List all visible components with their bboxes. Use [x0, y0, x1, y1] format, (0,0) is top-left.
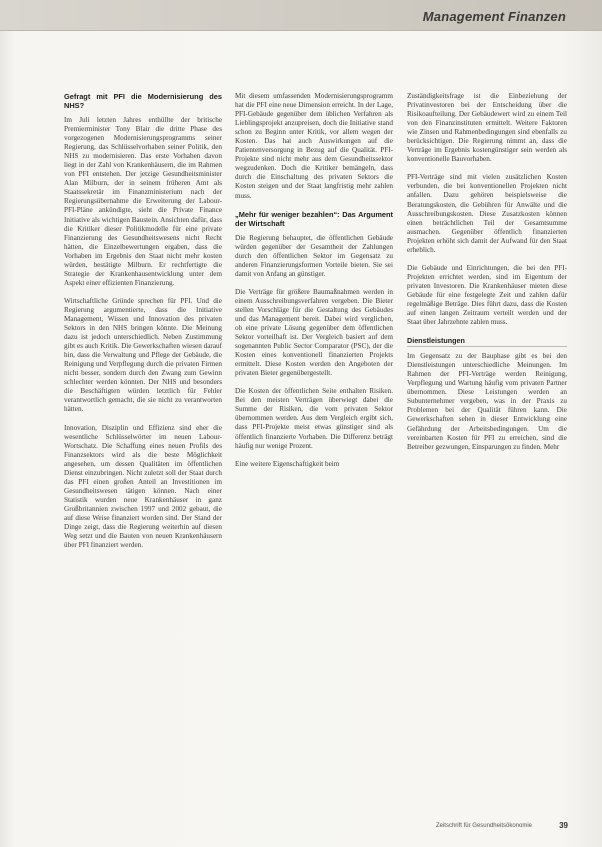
paragraph: Die Kosten der öffentlichen Seite enthalten Risiken. Bei den meisten Verträgen überwiegt dabei die Summe der Risiken, die vom privaten Sektor übernommen werden. Aus dem Vergleich ergibt sich, dass PFI-Projekte meist etwas günstiger sind als öffentlich finanzierte Vorhaben. Die Differenz beträgt häufig nur wenige Prozent. — [235, 387, 393, 450]
paragraph: PFI-Verträge sind mit vielen zusätzlichen Kosten verbunden, die bei konventionellen Projekten nicht anfallen. Dazu gehören beispielsweise die Beratungskosten, die Gebühren für Anwälte und die Ausschreibungskosten. Diese Zusatzkosten können einen beträchtlichen Teil der Gesamtsumme ausmachen. Gegenüber öffentlich finanzierten Projekten erhöht sich damit der Aufwand für den Staat erheblich. — [407, 173, 567, 254]
journal-footer: Zeitschrift für Gesundheitsökonomie — [435, 823, 532, 829]
header-band — [0, 0, 602, 31]
column-1 — [64, 92, 222, 559]
subheading: „Mehr für weniger bezahlen“: Das Argument der Wirtschaft — [235, 209, 393, 228]
paragraph: Zuständigkeitsfrage ist die Einbeziehung der Privatinvestoren bei der Entscheidung über die Risikoaufteilung. Der Gebäudewert wird zu einem Teil von den Finanzinstituten ermittelt. Weitere Faktoren wie Zinsen und Rahmenbedingungen sind ebenfalls zu berücksichtigen. Die Regierung nimmt an, dass die Verträge im Ergebnis kostengünstiger sein werden als konventionelle Bauvorhaben. — [407, 92, 567, 164]
paragraph: Die Regierung behauptet, die öffentlichen Gebäude würden gegenüber der Gesamtheit der Zahlungen durch den öffentlichen Sektor im Gegensatz zu anderen Finanzierungsformen Vorteile bieten. Sie sei damit von Anfang an günstiger. — [235, 233, 393, 278]
paragraph: Wirtschaftliche Gründe sprechen für PFI. Und die Regierung argumentierte, dass die Initiative Management, Wissen und Innovation des privaten Sektors in den NHS bringen könnte. Die Meinung dazu ist jedoch unterschiedlich. Neben Zustimmung gibt es auch Kritik. Die Gewerkschaften wiesen darauf hin, dass die Verwaltung und Pflege der Gebäude, die Reinigung und Verpflegung durch die privaten Firmen nicht besser, sondern durch den Zwang zum Gewinn schlechter werden könnten. Der NHS und besonders die Beschäftigten würden letztlich für Fehler verantwortlich gemacht, die sie nicht zu verantworten hätten. — [64, 296, 222, 414]
paragraph: Mit diesem umfassenden Modernisierungsprogramm hat die PFI eine neue Dimension erreicht. In der Lage, PFI-Gebäude gegenüber dem üblichen Verfahren als Lieblingsprojekt anzupreisen, doch die Initiative stand schon zu Beginn unter Kritik, vor allem wegen der Kosten. Das hat auch Auswirkungen auf die Patientenversorgung in Bezug auf die Qualität. PFI-Projekte sind nicht mehr aus dem Gesundheitssektor wegzudenken. Doch die Kritiker bemängeln, dass durch die Einschaltung des privaten Sektors die Kosten steigen und der Staat langfristig mehr zahlen muss. — [235, 92, 393, 200]
column-3 — [407, 92, 567, 461]
section-title: Management Finanzen — [422, 9, 566, 24]
column-2 — [235, 92, 393, 478]
paragraph: Im Juli letzten Jahres enthüllte der britische Premierminister Tony Blair die dritte Phase des vorgezogenen Modernisierungsprogramms seiner Regierung, das Schlüsselvorhaben seiner Politik, den NHS zu modernisieren. Das erste Vorhaben davon liegt in der Zahl von Krankenhäusern, die im Rahmen von PFI entstehen. Der jetzige Gesundheitsminister Alan Milburn, der in seinem früheren Amt als Staatssekretär im Finanzministerium nach der Regierungsübernahme die Erweiterung der Labour-PFI-Pläne ankündigte, sieht die Private Finance Initiative als wichtigen Baustein. Ansichten dafür, dass die Kritiker dieser Politikmodelle für eine private Finanzierung des Gesundheitswesens nicht Recht hätten, die Einzelbewertungen ergaben, dass die Vorhaben im Ergebnis den Staat nicht mehr kosten würden, bestätigte Milburn. Er rechtfertigte die Strategie der Krankenhausentwicklung unter dem Aspekt einer effizienten Finanzierung. — [64, 116, 222, 287]
article-heading: Gefragt mit PFI die Modernisierung des NHS? — [64, 92, 222, 110]
subheading: Dienstleistungen — [407, 336, 567, 347]
paragraph: Im Gegensatz zu der Bauphase gibt es bei den Dienstleistungen unterschiedliche Meinungen. Im Rahmen der PFI-Verträge werden Reinigung, Verpflegung und Wartung häufig vom privaten Partner übernommen. Diese Leistungen werden an Subunternehmer vergeben, was in der Praxis zu Problemen bei der Qualität führen kann. Die Gewerkschaften sehen in dieser Entwicklung eine Gefährdung der Arbeitsbedingungen. Um die vereinbarten Kosten für PFI zu erreichen, sind die Betreiber gezwungen, Einsparungen zu finden. Mehr — [407, 352, 567, 451]
paragraph: Eine weitere Eigenschaftigkeit beim — [235, 459, 340, 468]
paragraph: Die Gebäude und Einrichtungen, die bei den PFI-Projekten errichtet werden, sind im Eigentum der privaten Investoren. Die Krankenhäuser mieten diese Gebäude für eine festgelegte Zeit und zahlen dafür regelmäßige Beträge. Dies führt dazu, dass die Kosten auf einen langen Zeitraum verteilt werden und der Staat über Jahrzehnte zahlen muss. — [407, 263, 567, 327]
paragraph: Innovation, Disziplin und Effizienz sind eher die wesentliche Schlüsselwörter im neuen Labour-Wortschatz. Die Schaffung eines neuen Profils des Finanzsektors wird als die beste Möglichkeit angesehen, um dessen Qualitäten im öffentlichen Dienst einzubringen. Nicht zuletzt soll der Staat durch das PFI einen großen Anteil an Investitionen im Gesundheitswesen tätigen können. Nach einer Statistik wurden neue Krankenhäuser in ganz Großbritannien zwischen 1997 und 2002 gebaut, die auf diese Weise finanziert worden sind. Der Stand der Dinge zeigt, dass die Regierung weiterhin auf diesen Weg setzt und die Bauten von neuen Krankenhäusern über PFI finanziert werden. — [64, 423, 222, 550]
paragraph: Die Verträge für größere Baumaßnahmen werden in einem Ausschreibungsverfahren vergeben. Die Bieter stellen Vorschläge für die Gestaltung des Gebäudes und das Management bereit. Dabei wird verglichen, ob eine private Lösung gegenüber dem öffentlichen Sektor vorteilhaft ist. Der Vergleich basiert auf dem sogenannten Public Sector Comparator (PSC), der die Kosten eines konventionell finanzierten Projekts ermittelt. Diese Kosten werden den Angeboten der privaten Bieter gegenübergestellt. — [235, 287, 393, 378]
page-number: 39 — [559, 821, 568, 830]
